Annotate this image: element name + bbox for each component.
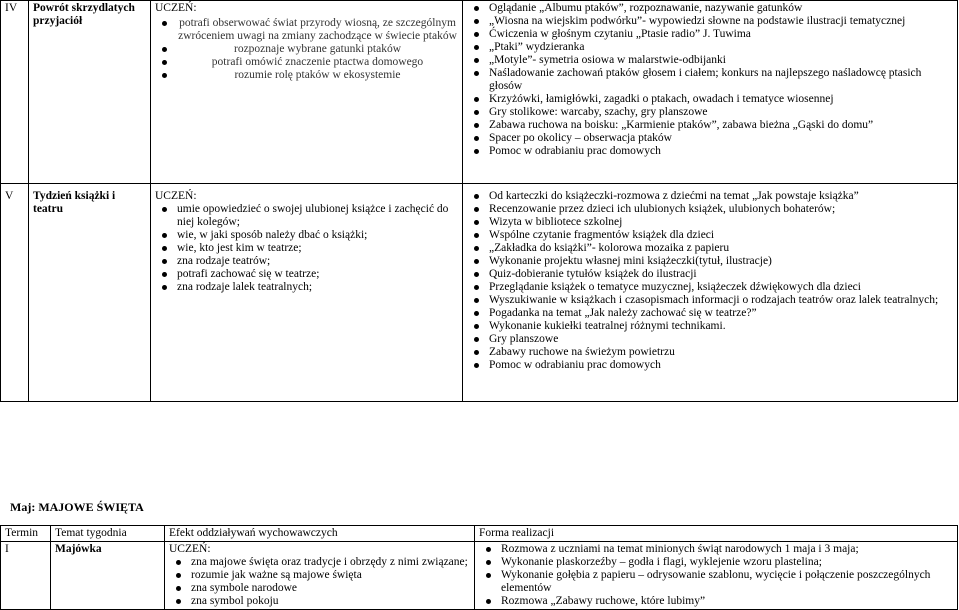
list-item: Wykonanie kukiełki teatralnej różnymi technikami. [467, 320, 953, 333]
activities-cell [475, 542, 958, 610]
activities-list [467, 2, 953, 158]
list-item: potrafi zachować się w teatrze; [155, 268, 458, 281]
goals-list [155, 203, 458, 294]
row-number: V [1, 184, 29, 402]
goals-list [169, 556, 470, 608]
activities-cell [463, 1, 958, 184]
goals-cell [151, 184, 463, 402]
list-item: Krzyżówki, łamigłówki, zagadki o ptakach, owadach i tematyce wiosennej [467, 93, 953, 106]
list-item: Gry stolikowe: warcaby, szachy, gry planszowe [467, 106, 953, 119]
list-item: „Motyle”- symetria osiowa w malarstwie-odbijanki [467, 54, 953, 67]
list-item: rozpoznaje wybrane gatunki ptaków [155, 43, 458, 56]
activities-list [479, 543, 953, 608]
column-header: Temat tygodnia [51, 526, 165, 542]
goals-cell [165, 542, 475, 610]
week-theme: Majówka [51, 542, 165, 610]
list-item: Pogadanka na temat „Jak należy zachować się w teatrze?” [467, 307, 953, 320]
row-number: IV [1, 1, 29, 184]
list-item: Wykonanie plaskorzeźby – godła i flagi, wyklejenie wzoru plastelina; [479, 556, 953, 569]
list-item: wie, kto jest kim w teatrze; [155, 242, 458, 255]
list-item: zna symbol pokoju [169, 595, 470, 608]
goals-heading: UCZEŃ: [155, 190, 197, 202]
list-item: zna symbole narodowe [169, 582, 470, 595]
list-item: Przeglądanie książek o tematyce muzycznej, książeczek dźwiękowych dla dzieci [467, 281, 953, 294]
goals-cell [151, 1, 463, 184]
list-item: Recenzowanie przez dzieci ich ulubionych książek, ulubionych bohaterów; [467, 203, 953, 216]
list-item: Wyszukiwanie w książkach i czasopismach informacji o rodzajach teatrów oraz lalek teatralnych; [467, 294, 953, 307]
week-theme: Tydzień książki i teatru [29, 184, 151, 402]
list-item: rozumie jak ważne są majowe święta [169, 569, 470, 582]
list-item: „Zakładka do książki”- kolorowa mozaika z papieru [467, 242, 953, 255]
week-theme: Powrót skrzydlatych przyjaciół [29, 1, 151, 184]
list-item: Ćwiczenia w głośnym czytaniu „Ptasie radio” J. Tuwima [467, 28, 953, 41]
list-item: rozumie rolę ptaków w ekosystemie [155, 69, 458, 82]
list-item: Wykonanie projektu własnej mini książeczki(tytuł, ilustracje) [467, 255, 953, 268]
goals-heading: UCZEŃ: [155, 2, 197, 14]
list-item: potrafi omówić znaczenie ptactwa domowego [155, 56, 458, 69]
list-item: Zabawy ruchowe na świeżym powietrzu [467, 346, 953, 359]
curriculum-table-may [0, 525, 958, 610]
list-item: Wspólne czytanie fragmentów książek dla dzieci [467, 229, 953, 242]
list-item: zna rodzaje teatrów; [155, 255, 458, 268]
list-item: potrafi obserwować świat przyrody wiosną, ze szczególnym zwróceniem uwagi na zmiany zachodzące w świecie ptaków [155, 17, 458, 43]
goals-heading: UCZEŃ: [169, 543, 211, 555]
list-item: zna majowe święta oraz tradycje i obrzędy z nimi związane; [169, 556, 470, 569]
list-item: Zabawa ruchowa na boisku: „Karmienie ptaków”, zabawa bieżna „Gąski do domu” [467, 119, 953, 132]
table-row [1, 1, 958, 184]
row-number: I [1, 542, 51, 610]
activities-list [467, 190, 953, 372]
list-item: „Wiosna na wiejskim podwórku”- wypowiedzi słowne na podstawie ilustracji tematycznej [467, 15, 953, 28]
list-item: umie opowiedzieć o swojej ulubionej książce i zachęcić do niej kolegów; [155, 203, 458, 229]
list-item: Gry planszowe [467, 333, 953, 346]
list-item: Wizyta w bibliotece szkolnej [467, 216, 953, 229]
table-row [1, 184, 958, 402]
column-header: Termin [1, 526, 51, 542]
list-item: Spacer po okolicy – obserwacja ptaków [467, 132, 953, 145]
column-header: Efekt oddziaływań wychowawczych [165, 526, 475, 542]
goals-list [155, 17, 458, 82]
table-row [1, 542, 958, 610]
list-item: Quiz-dobieranie tytułów książek do ilustracji [467, 268, 953, 281]
column-header: Forma realizacji [475, 526, 958, 542]
list-item: Od karteczki do książeczki-rozmowa z dziećmi na temat „Jak powstaje książka” [467, 190, 953, 203]
list-item: wie, w jaki sposób należy dbać o książki; [155, 229, 458, 242]
list-item: „Ptaki” wydzieranka [467, 41, 953, 54]
month-title: Maj: MAJOWE ŚWIĘTA [10, 500, 144, 514]
list-item: Wykonanie gołębia z papieru – odrysowanie szablonu, wycięcie i połączenie poszczególnych elementów [479, 569, 953, 595]
list-item: Pomoc w odrabianiu prac domowych [467, 145, 953, 158]
list-item: Pomoc w odrabianiu prac domowych [467, 359, 953, 372]
list-item: Oglądanie „Albumu ptaków”, rozpoznawanie, nazywanie gatunków [467, 2, 953, 15]
list-item: Naśladowanie zachowań ptaków głosem i ciałem; konkurs na najlepszego naśladowcę ptasich głosów [467, 67, 953, 93]
list-item: Rozmowa „Zabawy ruchowe, które lubimy” [479, 595, 953, 608]
activities-cell [463, 184, 958, 402]
table-header-row [1, 526, 958, 542]
list-item: Rozmowa z uczniami na temat minionych świąt narodowych 1 maja i 3 maja; [479, 543, 953, 556]
list-item: zna rodzaje lalek teatralnych; [155, 281, 458, 294]
